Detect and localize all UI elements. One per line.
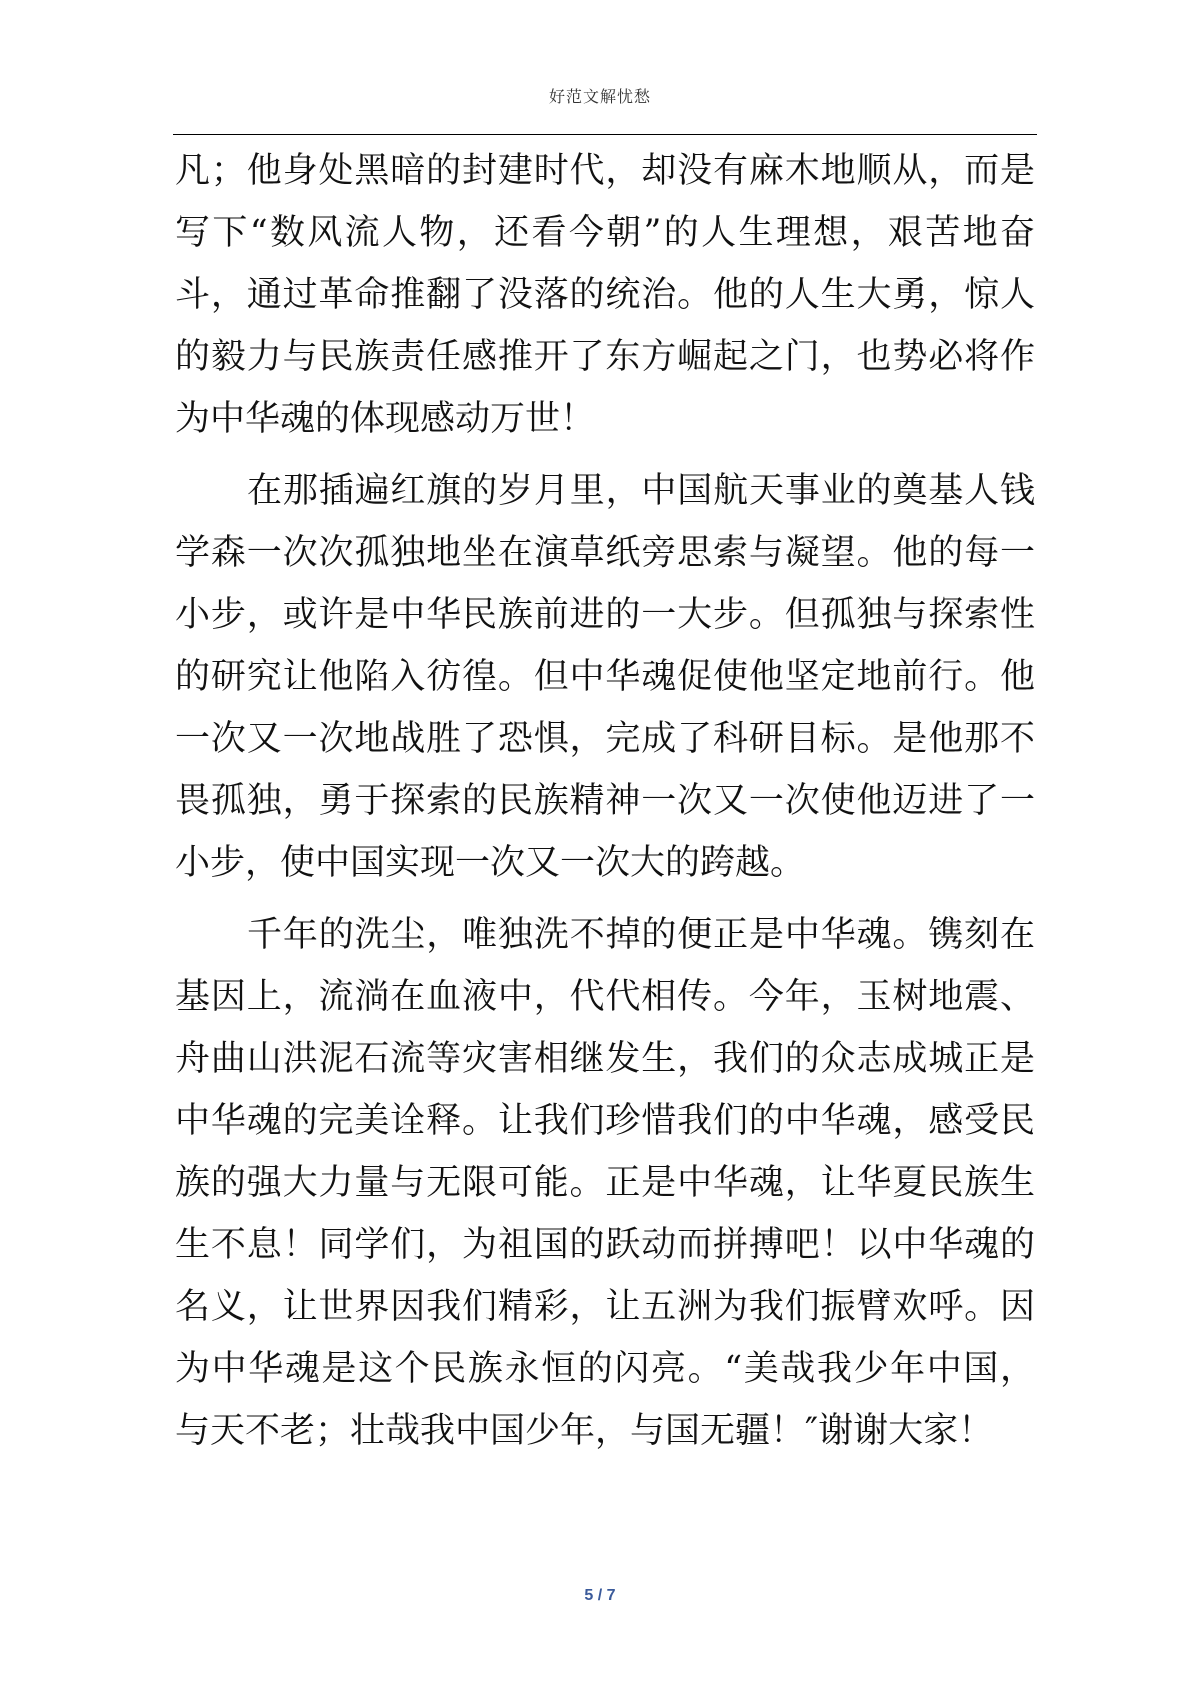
text-line: 小步，使中国实现一次又一次大的跨越。 <box>175 843 806 883</box>
text-line: 学森一次次孤独地坐在演草纸旁思索与凝望。他的每一 <box>175 533 1035 573</box>
text-line: 斗，通过革命推翻了没落的统治。他的人生大勇，惊人 <box>175 275 1035 315</box>
text-line: 为中华魂是这个民族永恒的闪亮。“美哉我少年中国， <box>175 1349 1035 1389</box>
text-line: 舟曲山洪泥石流等灾害相继发生，我们的众志成城正是 <box>175 1039 1035 1079</box>
paragraph <box>175 140 1035 450</box>
page-header-title: 好范文解忧愁 <box>548 87 651 106</box>
text-line: 名义，让世界因我们精彩，让五洲为我们振臂欢呼。因 <box>175 1287 1035 1327</box>
paragraph <box>175 904 1035 1462</box>
text-line: 千年的洗尘，唯独洗不掉的便正是中华魂。镌刻在 <box>247 915 1035 955</box>
document-body <box>175 140 1035 1462</box>
text-line: 写下“数风流人物，还看今朝”的人生理想，艰苦地奋 <box>175 213 1035 253</box>
text-line: 在那插遍红旗的岁月里，中国航天事业的奠基人钱 <box>247 471 1035 511</box>
text-line: 一次又一次地战胜了恐惧，完成了科研目标。是他那不 <box>175 719 1035 759</box>
text-line: 小步，或许是中华民族前进的一大步。但孤独与探索性 <box>175 595 1035 635</box>
header-divider <box>173 134 1037 135</box>
text-line: 凡；他身处黑暗的封建时代，却没有麻木地顺从，而是 <box>175 151 1035 191</box>
text-line: 生不息！同学们，为祖国的跃动而拼搏吧！以中华魂的 <box>175 1225 1035 1265</box>
paragraph <box>175 460 1035 894</box>
text-line: 的研究让他陷入彷徨。但中华魂促使他坚定地前行。他 <box>175 657 1035 697</box>
text-line: 基因上，流淌在血液中，代代相传。今年，玉树地震、 <box>175 977 1035 1017</box>
text-line: 为中华魂的体现感动万世！ <box>175 399 596 439</box>
text-line: 的毅力与民族责任感推开了东方崛起之门，也势必将作 <box>175 337 1035 377</box>
text-line: 畏孤独，勇于探索的民族精神一次又一次使他迈进了一 <box>175 781 1035 821</box>
text-line: 中华魂的完美诠释。让我们珍惜我们的中华魂，感受民 <box>175 1101 1035 1141</box>
text-line: 族的强大力量与无限可能。正是中华魂，让华夏民族生 <box>175 1163 1035 1203</box>
page-number: 5 / 7 <box>584 1587 616 1604</box>
text-line: 与天不老；壮哉我中国少年，与国无疆！″谢谢大家！ <box>175 1411 994 1451</box>
